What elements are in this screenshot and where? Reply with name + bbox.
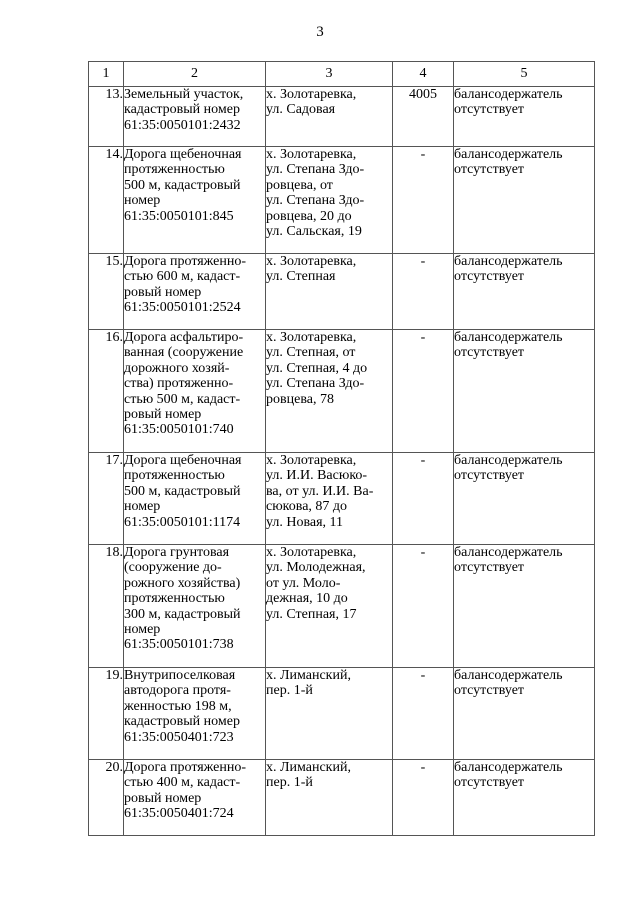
object-name-cell bbox=[124, 453, 266, 545]
object-name-line: кадастровый номер bbox=[124, 102, 240, 118]
address-line: х. Золотаревка, bbox=[266, 87, 357, 102]
holder-cell bbox=[454, 87, 595, 147]
header-col-5: 5 bbox=[454, 62, 595, 87]
address-line: х. Золотаревка, bbox=[266, 147, 357, 162]
address-line: ровцева, 78 bbox=[266, 391, 334, 407]
address-line: х. Золотаревка, bbox=[266, 254, 357, 269]
object-name-line: 61:35:0050101:740 bbox=[124, 422, 234, 438]
holder-line: отсутствует bbox=[454, 775, 525, 791]
object-name-line: Дорога протяженно- bbox=[124, 760, 247, 775]
object-name-line: 500 м, кадастровый bbox=[124, 177, 241, 193]
holder-line: отсутствует bbox=[454, 468, 525, 484]
address-line: х. Золотаревка, bbox=[266, 453, 357, 468]
address-cell bbox=[266, 668, 393, 760]
holder-cell bbox=[454, 254, 595, 330]
row-number: 16. bbox=[89, 330, 124, 453]
area-cell: - bbox=[393, 254, 454, 330]
object-name-line: дорожного хозяй- bbox=[124, 360, 230, 376]
area-cell: - bbox=[393, 147, 454, 254]
row-number: 15. bbox=[89, 254, 124, 330]
object-name-cell bbox=[124, 147, 266, 254]
holder-line: балансодержатель bbox=[454, 330, 563, 345]
holder-line: балансодержатель bbox=[454, 668, 563, 683]
address-line: ул. Степана Здо- bbox=[266, 376, 365, 392]
address-line: сюкова, 87 до bbox=[266, 499, 348, 515]
object-name-line: протяженностью bbox=[124, 162, 225, 178]
table-row bbox=[89, 668, 595, 760]
object-name-line: протяженностью bbox=[124, 468, 225, 484]
object-name-line: Земельный участок, bbox=[124, 87, 244, 102]
header-col-2: 2 bbox=[124, 62, 266, 87]
object-name-cell bbox=[124, 87, 266, 147]
holder-cell bbox=[454, 453, 595, 545]
address-line: х. Лиманский, bbox=[266, 668, 351, 683]
object-name-line: 61:35:0050101:845 bbox=[124, 208, 234, 224]
area-cell: - bbox=[393, 453, 454, 545]
object-name-line: женностью 198 м, bbox=[124, 698, 232, 714]
table-row bbox=[89, 87, 595, 147]
holder-cell bbox=[454, 760, 595, 836]
object-name-line: стью 400 м, кадаст- bbox=[124, 775, 241, 791]
object-name-cell bbox=[124, 668, 266, 760]
address-line: пер. 1-й bbox=[266, 775, 313, 791]
object-name-line: рожного хозяйства) bbox=[124, 575, 241, 591]
object-name-cell bbox=[124, 330, 266, 453]
header-col-1: 1 bbox=[89, 62, 124, 87]
row-number: 14. bbox=[89, 147, 124, 254]
address-line: ул. Степная bbox=[266, 269, 336, 285]
holder-cell bbox=[454, 147, 595, 254]
page-number: 3 bbox=[316, 24, 324, 40]
address-cell bbox=[266, 330, 393, 453]
object-name-line: ванная (сооружение bbox=[124, 345, 244, 361]
table-header-row bbox=[89, 62, 595, 87]
object-name-line: автодорога протя- bbox=[124, 683, 231, 699]
address-line: ул. Садовая bbox=[266, 102, 336, 118]
table-row bbox=[89, 147, 595, 254]
address-line: ул. Молодежная, bbox=[266, 560, 366, 576]
object-name-line: Дорога протяженно- bbox=[124, 254, 247, 269]
holder-line: отсутствует bbox=[454, 345, 525, 361]
holder-cell bbox=[454, 330, 595, 453]
object-name-line: Дорога щебеночная bbox=[124, 453, 242, 468]
header-col-3: 3 bbox=[266, 62, 393, 87]
area-cell: - bbox=[393, 545, 454, 668]
object-name-line: Дорога щебеночная bbox=[124, 147, 242, 162]
table-row bbox=[89, 330, 595, 453]
object-name-line: стью 500 м, кадаст- bbox=[124, 391, 241, 407]
object-name-cell bbox=[124, 760, 266, 836]
object-name-line: номер bbox=[124, 193, 161, 209]
header-col-4: 4 bbox=[393, 62, 454, 87]
address-line: ул. Степана Здо- bbox=[266, 193, 365, 209]
table-row bbox=[89, 760, 595, 836]
address-line: ул. Новая, 11 bbox=[266, 514, 344, 530]
object-name-line: Дорога грунтовая bbox=[124, 545, 230, 560]
row-number: 18. bbox=[89, 545, 124, 668]
address-line: ул. Степная, 17 bbox=[266, 606, 357, 622]
holder-line: отсутствует bbox=[454, 102, 525, 118]
object-name-line: (сооружение до- bbox=[124, 560, 222, 576]
holder-line: отсутствует bbox=[454, 683, 525, 699]
property-register-table bbox=[88, 61, 595, 836]
holder-cell bbox=[454, 668, 595, 760]
object-name-line: номер bbox=[124, 622, 161, 638]
address-line: х. Золотаревка, bbox=[266, 330, 357, 345]
address-cell bbox=[266, 453, 393, 545]
address-line: х. Лиманский, bbox=[266, 760, 351, 775]
holder-line: отсутствует bbox=[454, 269, 525, 285]
object-name-line: 300 м, кадастровый bbox=[124, 606, 241, 622]
address-line: ва, от ул. И.И. Ва- bbox=[266, 483, 374, 499]
address-line: от ул. Моло- bbox=[266, 575, 341, 591]
holder-line: балансодержатель bbox=[454, 147, 563, 162]
holder-line: отсутствует bbox=[454, 560, 525, 576]
table-body bbox=[89, 87, 595, 836]
object-name-line: ства) протяженно- bbox=[124, 376, 234, 392]
holder-cell bbox=[454, 545, 595, 668]
address-line: ул. Сальская, 19 bbox=[266, 224, 362, 240]
holder-line: балансодержатель bbox=[454, 545, 563, 560]
address-cell bbox=[266, 545, 393, 668]
object-name-line: 61:35:0050101:2524 bbox=[124, 300, 241, 316]
holder-line: отсутствует bbox=[454, 162, 525, 178]
holder-line: балансодержатель bbox=[454, 87, 563, 102]
table-row bbox=[89, 453, 595, 545]
holder-line: балансодержатель bbox=[454, 453, 563, 468]
holder-line: балансодержатель bbox=[454, 760, 563, 775]
object-name-line: кадастровый номер bbox=[124, 714, 240, 730]
object-name-line: Внутрипоселковая bbox=[124, 668, 236, 683]
object-name-line: 500 м, кадастровый bbox=[124, 483, 241, 499]
area-cell: 4005 bbox=[393, 87, 454, 147]
object-name-line: 61:35:0050401:724 bbox=[124, 806, 234, 822]
object-name-line: 61:35:0050401:723 bbox=[124, 729, 234, 745]
table-row bbox=[89, 545, 595, 668]
address-cell bbox=[266, 87, 393, 147]
holder-line: балансодержатель bbox=[454, 254, 563, 269]
address-line: ул. Степана Здо- bbox=[266, 162, 365, 178]
object-name-line: Дорога асфальтиро- bbox=[124, 330, 244, 345]
address-line: ул. Степная, 4 до bbox=[266, 360, 368, 376]
address-cell bbox=[266, 760, 393, 836]
address-line: ровцева, от bbox=[266, 177, 333, 193]
object-name-line: ровый номер bbox=[124, 284, 202, 300]
area-cell: - bbox=[393, 668, 454, 760]
address-line: ул. Степная, от bbox=[266, 345, 356, 361]
object-name-line: стью 600 м, кадаст- bbox=[124, 269, 241, 285]
object-name-line: ровый номер bbox=[124, 407, 202, 423]
address-line: х. Золотаревка, bbox=[266, 545, 357, 560]
object-name-line: 61:35:0050101:738 bbox=[124, 637, 234, 653]
object-name-line: 61:35:0050101:2432 bbox=[124, 117, 241, 133]
address-line: ул. И.И. Васюко- bbox=[266, 468, 368, 484]
address-cell bbox=[266, 147, 393, 254]
row-number: 19. bbox=[89, 668, 124, 760]
row-number: 20. bbox=[89, 760, 124, 836]
address-line: ровцева, 20 до bbox=[266, 208, 352, 224]
area-cell: - bbox=[393, 760, 454, 836]
address-cell bbox=[266, 254, 393, 330]
area-cell: - bbox=[393, 330, 454, 453]
address-line: дежная, 10 до bbox=[266, 591, 348, 607]
object-name-line: номер bbox=[124, 499, 161, 515]
table-row bbox=[89, 254, 595, 330]
object-name-line: ровый номер bbox=[124, 790, 202, 806]
object-name-line: протяженностью bbox=[124, 591, 225, 607]
row-number: 13. bbox=[89, 87, 124, 147]
object-name-cell bbox=[124, 254, 266, 330]
row-number: 17. bbox=[89, 453, 124, 545]
object-name-line: 61:35:0050101:1174 bbox=[124, 514, 241, 530]
address-line: пер. 1-й bbox=[266, 683, 313, 699]
object-name-cell bbox=[124, 545, 266, 668]
